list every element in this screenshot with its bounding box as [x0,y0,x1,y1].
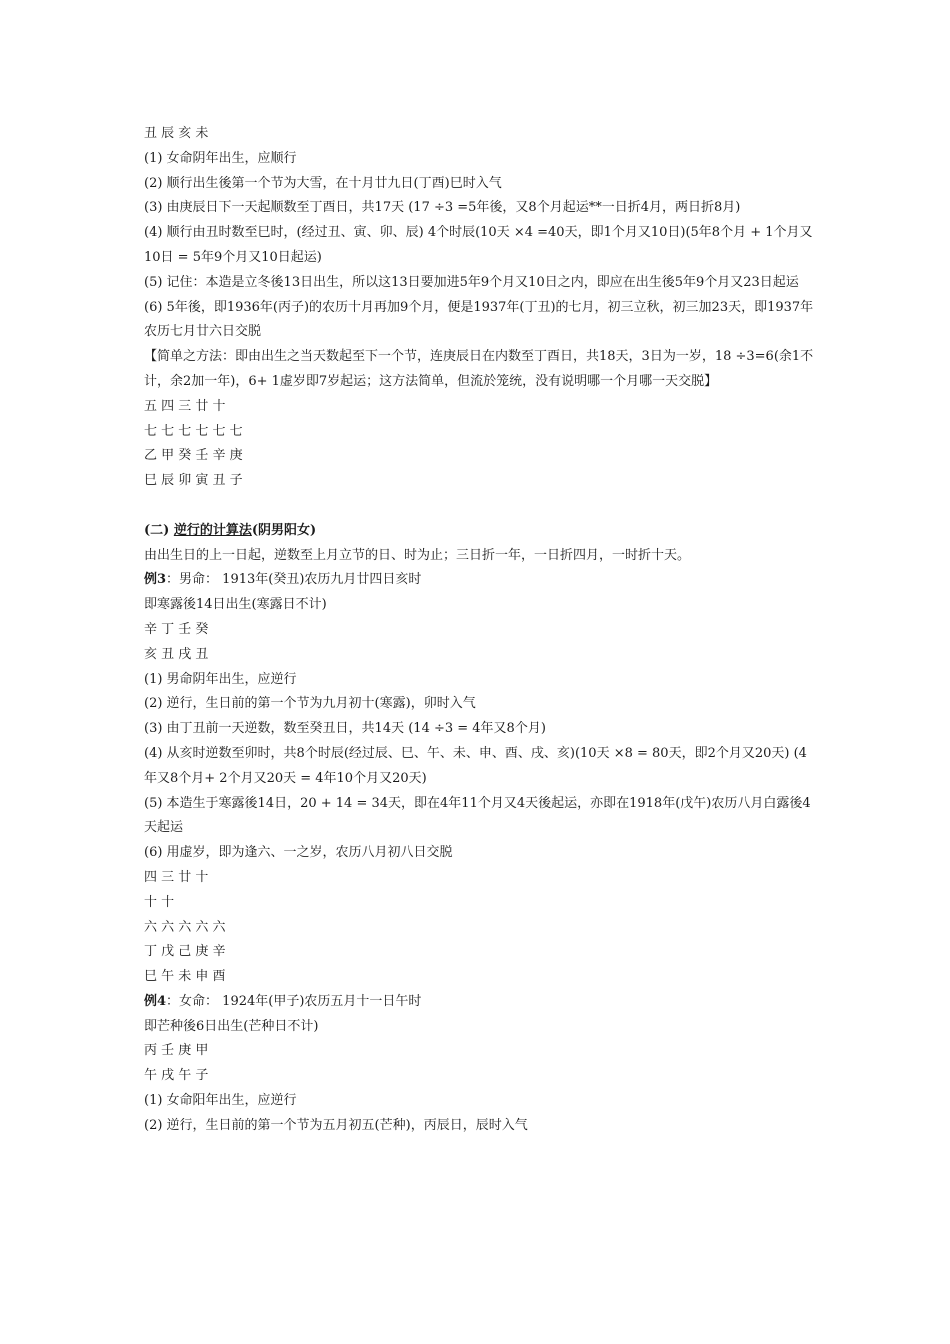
section-heading [144,519,816,544]
luck-row-ages: 四 三 廿 十 [144,869,209,885]
example-line: 即寒露後14日出生(寒露日不计) [144,597,327,613]
luck-row-stems: 丁 戊 己 庚 辛 [144,944,226,960]
step-item: (2) 逆行，生日前的第一个节为九月初十(寒露)，卯时入气 [144,696,476,712]
step-item: (4) 顺行由丑时数至巳时，(经过丑、寅、卯、辰) 4个时辰(10天 ×4 =40天，即1个月又10日)(5年8个月 + 1个月又10日 = 5年9个月又10日起运) [144,225,813,265]
step-item: (3) 由丁丑前一天逆数，数至癸丑日，共14天 (14 ÷3 = 4年又8个月) [144,721,546,737]
step-item: (5) 记住：本造是立冬後13日出生，所以这13日要加进5年9个月又10日之内，即应在出生後5年9个月又23日起运 [144,274,799,290]
example-header [144,990,816,1015]
example-header [144,568,816,593]
example-info: ：女命： 1924年(甲子)农历五月十一日午时 [166,993,422,1009]
section-intro: 由出生日的上一日起，逆数至上月立节的日、时为止；三日折一年，一日折四月，一时折十天。 [144,547,691,563]
spacer [144,494,816,519]
luck-row-tens: 十 十 [144,894,175,910]
pillar-row: 丑 辰 亥 未 [144,126,209,141]
luck-row-sevens: 七 七 七 七 七 七 [144,423,243,439]
pillar-row: 丙 壬 庚 甲 [144,1043,209,1059]
simple-method-note: 【简单之方法：即由出生之当天数起至下一个节，连庚辰日在内数至丁酉日，共18天，3日为一岁，18 ÷3=6(余1不计，余2加一年)，6+ 1虚岁即7岁起运；这方法简单，但流於笼统，没有说明哪一个月哪一天交脱】 [144,349,814,389]
document-body [144,122,816,1139]
example-label: 例4 [144,993,167,1009]
step-item: (1) 男命阴年出生，应逆行 [144,671,297,687]
example-line: 即芒种後6日出生(芒种日不计) [144,1018,319,1034]
section-title: 逆行的计算法 [173,522,252,538]
step-item: (5) 本造生于寒露後14日，20 + 14 = 34天，即在4年11个月又4天後起运，亦即在1918年(戊午)农历八月白露後4天起运 [144,795,811,836]
step-item: (6) 5年後，即1936年(丙子)的农历十月再加9个月，便是1937年(丁丑)的七月，初三立秋，初三加23天，即1937年农历七月廿六日交脱 [144,299,814,340]
step-item: (2) 顺行出生後第一个节为大雪，在十月廿九日(丁酉)巳时入气 [144,175,502,191]
section-suffix: (阴男阳女) [251,522,317,538]
luck-row-stems: 乙 甲 癸 壬 辛 庚 [144,448,243,464]
pillar-row: 亥 丑 戌 丑 [144,646,209,662]
step-item: (3) 由庚辰日下一天起顺数至丁酉日，共17天 (17 ÷3 =5年後，又8个月起运**一日折4月，两日折8月) [144,200,741,216]
luck-row-branches: 巳 午 未 申 酉 [144,969,226,985]
step-item: (2) 逆行，生日前的第一个节为五月初五(芒种)，丙辰日，辰时入气 [144,1117,528,1133]
example-label: 例3 [144,572,167,588]
pillar-row: 午 戌 午 子 [144,1068,209,1084]
step-item: (4) 从亥时逆数至卯时，共8个时辰(经过辰、巳、午、未、申、酉、戌、亥)(10天 ×8 = 80天，即2个月又20天) (4年又8个月+ 2个月又20天 = 4年10个月又20天) [144,745,807,786]
step-item: (1) 女命阴年出生，应顺行 [144,150,297,166]
pillar-row: 辛 丁 壬 癸 [144,621,209,637]
luck-row-ages: 五 四 三 廿 十 [144,398,226,414]
luck-row-sixes: 六 六 六 六 六 [144,919,226,935]
step-item: (6) 用虚岁，即为逢六、一之岁，农历八月初八日交脱 [144,845,453,861]
luck-row-branches: 巳 辰 卯 寅 丑 子 [144,473,243,489]
section-prefix: (二) [144,522,174,538]
example-info: ：男命： 1913年(癸丑)农历九月廿四日亥时 [166,572,422,588]
step-item: (1) 女命阳年出生，应逆行 [144,1093,297,1109]
